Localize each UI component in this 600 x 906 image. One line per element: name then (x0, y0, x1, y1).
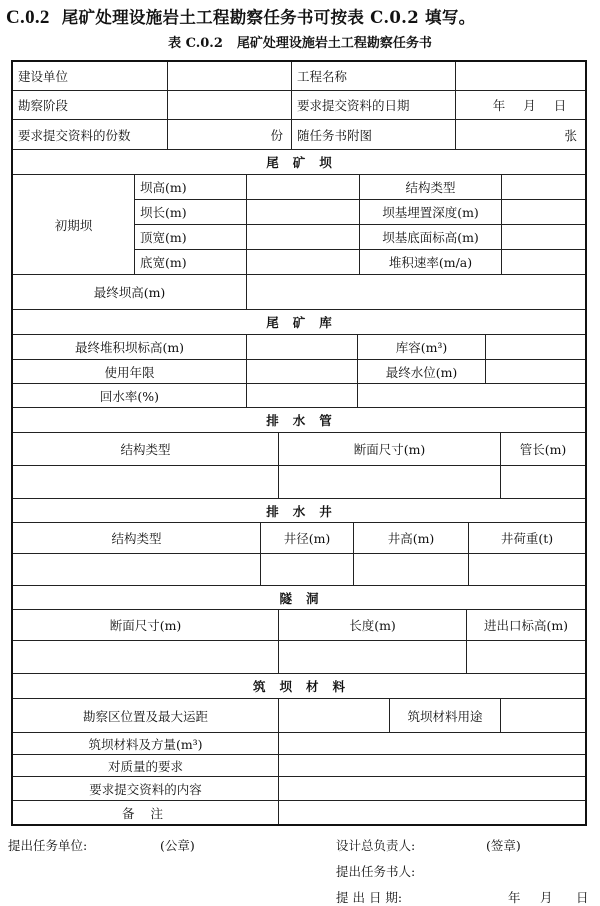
value-dam-length[interactable] (247, 200, 360, 225)
clause-text: 尾矿处理设施岩土工程勘察任务书可按表 C.0.2 填写。 (61, 8, 476, 27)
footer-day: 日 (576, 890, 589, 905)
label-foundation-depth: 坝基埋置深度(m) (360, 200, 502, 225)
value-attached-drawings[interactable] (456, 120, 585, 150)
value-bottom-width[interactable] (247, 250, 360, 275)
label-bottom-width: 底宽(m) (135, 250, 247, 275)
label-material-amount: 筑坝材料及方量(m³) (13, 733, 279, 755)
footer-year: 年 (508, 890, 521, 905)
label-dam-height: 坝高(m) (135, 175, 247, 200)
label-top-width: 顶宽(m) (135, 225, 247, 250)
label-initial-dam: 初期坝 (13, 175, 135, 275)
value-final-elevation[interactable] (247, 335, 358, 360)
label-remarks: 备 注 (13, 801, 279, 824)
value-bottom-elevation[interactable] (502, 225, 585, 250)
label-tunnel-length: 长度(m) (279, 610, 467, 641)
section-tunnel: 隧洞 (13, 586, 585, 610)
label-pipe-section-size: 断面尺寸(m) (279, 433, 501, 466)
value-recovery-rate[interactable] (247, 384, 358, 408)
label-survey-stage: 勘察阶段 (13, 91, 168, 120)
value-location-distance[interactable] (279, 699, 390, 733)
section-drain-well: 排水井 (13, 499, 585, 523)
value-final-water-level[interactable] (486, 360, 585, 384)
value-well-diameter[interactable] (261, 554, 354, 586)
value-copies[interactable] (168, 120, 292, 150)
label-pipe-structure-type: 结构类型 (13, 433, 279, 466)
label-capacity: 库容(m³) (358, 335, 486, 360)
value-deposition-rate[interactable] (502, 250, 585, 275)
label-well-diameter: 井径(m) (261, 523, 354, 554)
value-well-load[interactable] (469, 554, 585, 586)
footer-month: 月 (540, 890, 553, 905)
section-tailings-reservoir: 尾矿库 (13, 310, 585, 335)
value-dam-height[interactable] (247, 175, 360, 200)
label-pipe-length: 管长(m) (501, 433, 585, 466)
label-location-distance: 勘察区位置及最大运距 (13, 699, 279, 733)
value-survey-stage[interactable] (168, 91, 292, 120)
label-well-structure-type: 结构类型 (13, 523, 261, 554)
label-structure-type: 结构类型 (360, 175, 502, 200)
value-capacity[interactable] (486, 335, 585, 360)
date-month: 月 (523, 98, 536, 113)
label-construction-unit: 建设单位 (13, 62, 168, 91)
value-quality-requirement[interactable] (279, 755, 585, 777)
footer-signature: (签章) (486, 838, 521, 853)
footer-issuing-unit: 提出任务单位: (8, 838, 88, 853)
value-material-usage[interactable] (501, 699, 585, 733)
date-year: 年 (492, 98, 506, 113)
survey-task-table (11, 60, 587, 826)
footer-seal: (公章) (160, 838, 195, 853)
value-submission-content[interactable] (279, 777, 585, 801)
label-recovery-rate: 回水率(%) (13, 384, 247, 408)
table-title: 尾矿处理设施岩土工程勘察任务书 (236, 36, 432, 51)
value-construction-unit[interactable] (168, 62, 292, 91)
label-bottom-elevation: 坝基底面标高(m) (360, 225, 502, 250)
value-top-width[interactable] (247, 225, 360, 250)
section-tailings-dam: 尾矿坝 (13, 150, 585, 175)
label-dam-length: 坝长(m) (135, 200, 247, 225)
label-submit-date: 要求提交资料的日期 (292, 91, 456, 120)
value-tunnel-section-size[interactable] (13, 641, 279, 674)
label-attached-drawings: 随任务书附图 (292, 120, 456, 150)
label-tunnel-section-size: 断面尺寸(m) (13, 610, 279, 641)
label-well-load: 井荷重(t) (469, 523, 585, 554)
label-portal-elevation: 进出口标高(m) (467, 610, 585, 641)
footer-issuer: 提出任务书人: (336, 864, 416, 879)
value-material-amount[interactable] (279, 733, 585, 755)
label-copies: 要求提交资料的份数 (13, 120, 168, 150)
value-tunnel-length[interactable] (279, 641, 467, 674)
label-deposition-rate: 堆积速率(m/a) (360, 250, 502, 275)
label-service-life: 使用年限 (13, 360, 247, 384)
label-final-water-level: 最终水位(m) (358, 360, 486, 384)
label-quality-requirement: 对质量的要求 (13, 755, 279, 777)
value-structure-type[interactable] (502, 175, 585, 200)
value-well-structure-type[interactable] (13, 554, 261, 586)
label-submission-content: 要求提交资料的内容 (13, 777, 279, 801)
date-day: 日 (553, 98, 567, 113)
label-final-elevation: 最终堆积坝标高(m) (13, 335, 247, 360)
value-final-dam-height[interactable] (247, 275, 585, 310)
value-foundation-depth[interactable] (502, 200, 585, 225)
value-pipe-length[interactable] (501, 466, 585, 499)
section-drain-pipe: 排水管 (13, 408, 585, 433)
value-pipe-structure-type[interactable] (13, 466, 279, 499)
footer-chief-designer: 设计总负责人: (336, 838, 416, 853)
drawings-unit: 张 (564, 127, 577, 143)
value-remarks[interactable] (279, 801, 585, 824)
value-project-name[interactable] (456, 62, 585, 91)
value-pipe-section-size[interactable] (279, 466, 501, 499)
value-service-life[interactable] (247, 360, 358, 384)
value-blank (358, 384, 585, 408)
label-project-name: 工程名称 (292, 62, 456, 91)
label-material-usage: 筑坝材料用途 (390, 699, 501, 733)
label-final-dam-height: 最终坝高(m) (13, 275, 247, 310)
footer-issue-date: 提 出 日 期: (336, 890, 403, 905)
value-submit-date[interactable] (456, 91, 585, 120)
table-caption (0, 32, 600, 51)
clause-code: C.0.2 (6, 7, 50, 28)
label-well-height: 井高(m) (354, 523, 469, 554)
value-well-height[interactable] (354, 554, 469, 586)
value-portal-elevation[interactable] (467, 641, 585, 674)
clause-heading (6, 4, 596, 29)
section-dam-materials: 筑坝材料 (13, 674, 585, 699)
copies-unit: 份 (270, 127, 283, 143)
table-number: 表 C.0.2 (168, 36, 223, 51)
